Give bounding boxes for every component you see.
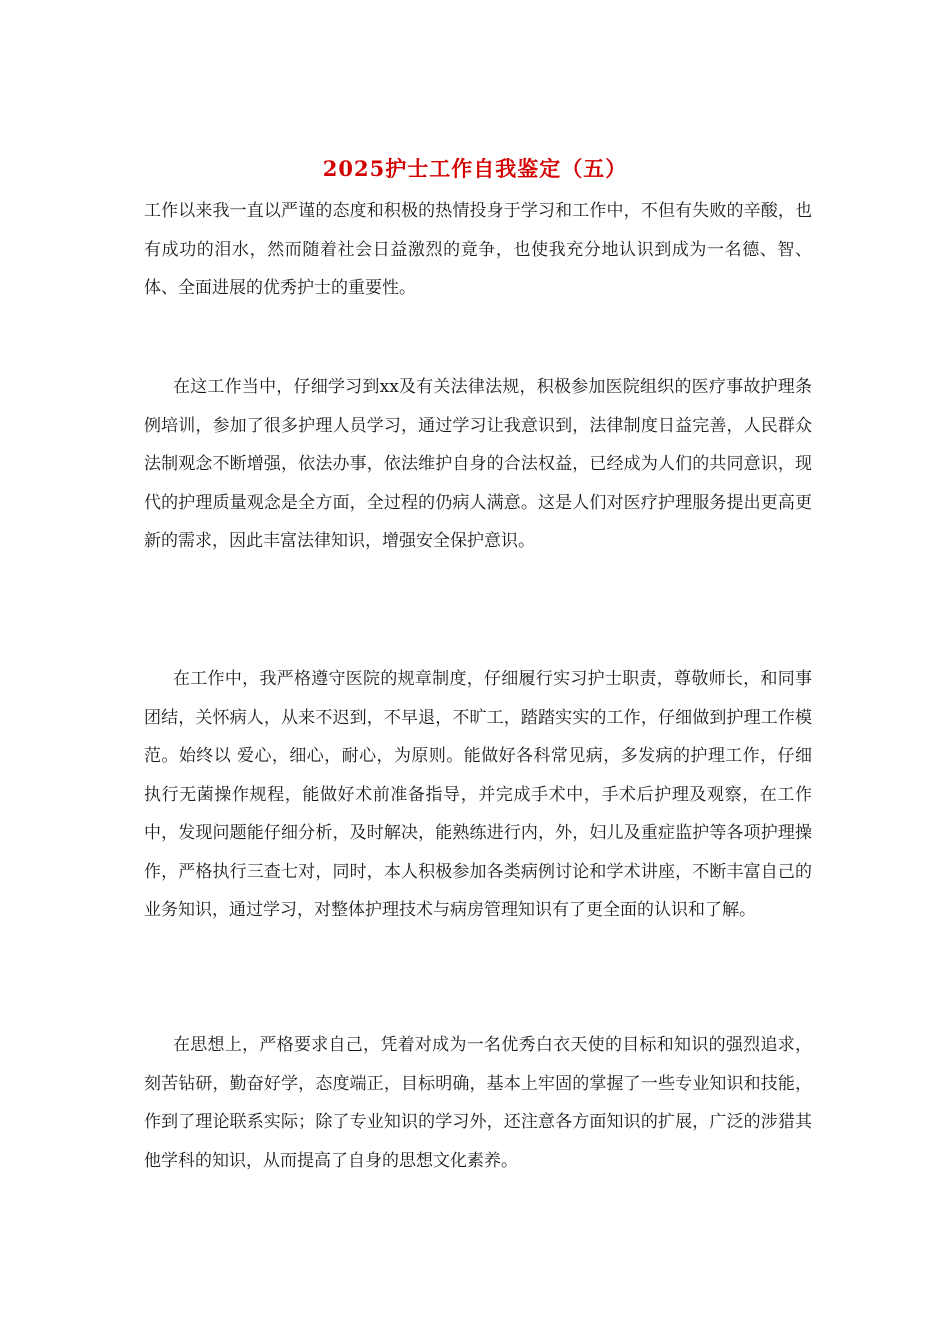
- paragraph-legal-study: 在这工作当中，仔细学习到xx及有关法律法规，积极参加医院组织的医疗事故护理条例培训，参加了很多护理人员学习，通过学习让我意识到，法律制度日益完善，人民群众法制观念不断增强，依法办事，依法维护自身的合法权益，已经成为人们的共同意识，现代的护理质量观念是全方面，全过程的仍病人满意。这是人们对医疗护理服务提出更高更新的需求，因此丰富法律知识，增强安全保护意识。: [144, 377, 812, 551]
- paragraph-intro: 工作以来我一直以严谨的态度和积极的热情投身于学习和工作中，不但有失败的辛酸，也有成功的泪水，然而随着社会日益激烈的竟争，也使我充分地认识到成为一名德、智、体、全面进展的优秀护士的重要性。: [144, 201, 812, 298]
- paragraph-ideology: 在思想上，严格要求自己，凭着对成为一名优秀白衣天使的目标和知识的强烈追求，刻苦钻研，勤奋好学，态度端正，目标明确，基本上牢固的掌握了一些专业知识和技能，作到了理论联系实际；除了专业知识的学习外，还注意各方面知识的扩展，广泛的涉猎其他学科的知识，从而提高了自身的思想文化素养。: [144, 1035, 812, 1171]
- document-title: 2025护士工作自我鉴定（五）: [322, 156, 628, 181]
- paragraph-work-conduct: 在工作中，我严格遵守医院的规章制度，仔细履行实习护士职责，尊敬师长，和同事团结，关怀病人，从来不迟到，不早退，不旷工，踏踏实实的工作，仔细做到护理工作模范。始终以 爱心，细心，耐心，为原则。能做好各科常见病，多发病的护理工作，仔细执行无菌操作规程，能做好术前准备指导，并完成手术中，手术后护理及观察，在工作中，发现问题能仔细分析，及时解决，能熟练进行内，外，妇儿及重症监护等各项护理操作，严格执行三查七对，同时，本人积极参加各类病例讨论和学术讲座，不断丰富自己的业务知识，通过学习，对整体护理技术与病房管理知识有了更全面的认识和了解。: [144, 669, 812, 920]
